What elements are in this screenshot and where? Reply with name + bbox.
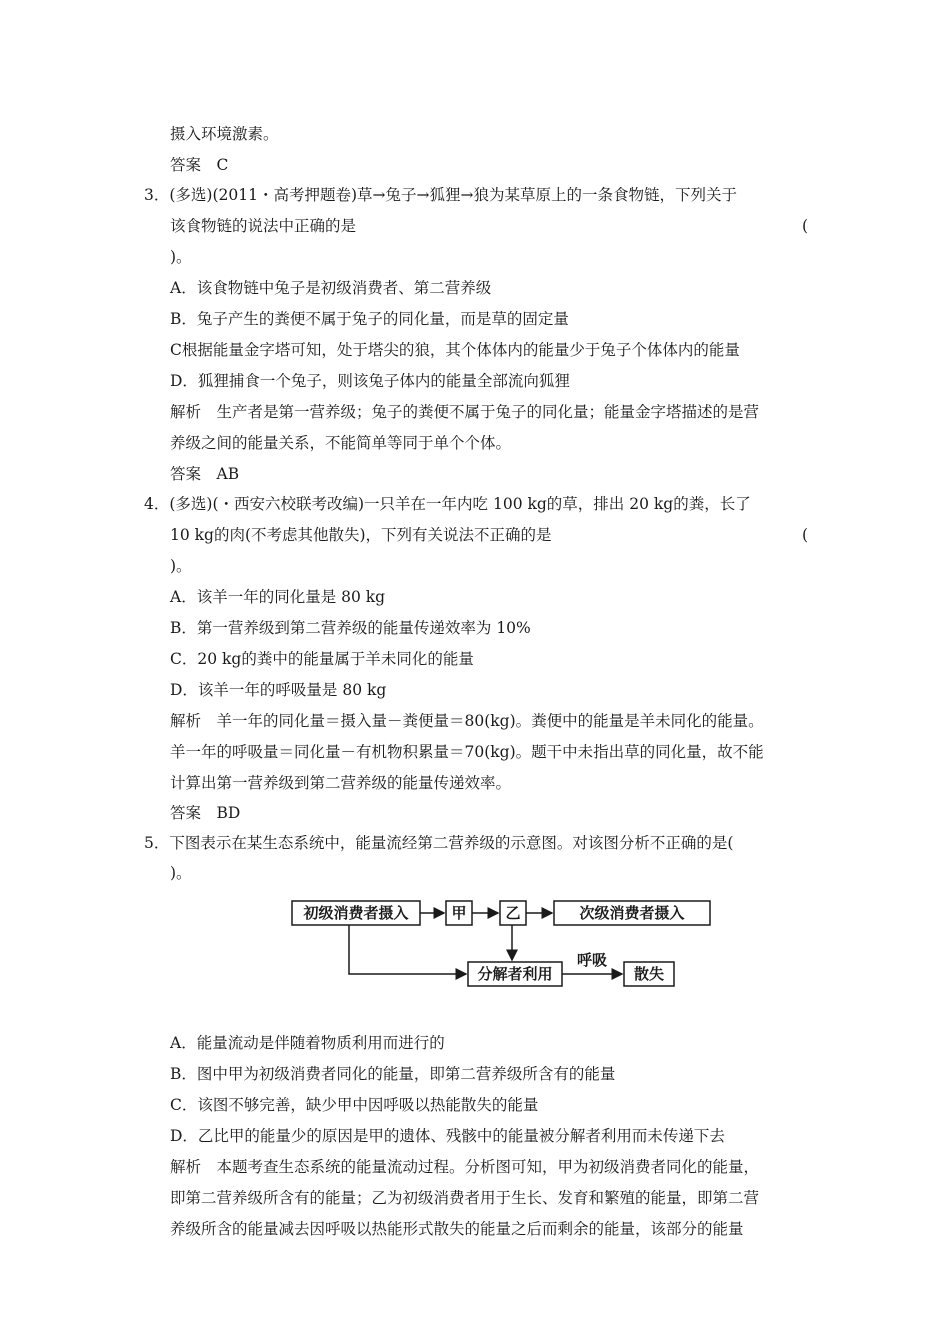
option-a: A．该羊一年的同化量是 80 kg [170,588,386,606]
analysis-line: 解析 生产者是第一营养级；兔子的粪便不属于兔子的同化量；能量金字塔描述的是营 [170,403,760,421]
analysis-line: 养级之间的能量关系，不能简单等同于单个个体。 [170,434,512,452]
option-a: A．能量流动是伴随着物质利用而进行的 [170,1034,445,1052]
question-4-stem: 4．(多选)(・西安六校联考改编)一只羊在一年内吃 100 kg的草，排出 20 kg的粪，长了 [144,495,751,513]
secondary-intake-label: 次级消费者摄入 [579,904,685,922]
consumer-intake-label: 初级消费者摄入 [303,904,409,922]
option-b: B．图中甲为初级消费者同化的能量，即第二营养级所含有的能量 [170,1065,616,1083]
analysis-line: 羊一年的呼吸量＝同化量－有机物积累量＝70(kg)。题干中未指出草的同化量，故不能 [170,743,764,761]
option-d: D．该羊一年的呼吸量是 80 kg [170,681,387,699]
question-3-stem: 该食物链的说法中正确的是 [170,217,357,235]
answer-line: 答案 C [170,156,229,174]
analysis-line: 计算出第一营养级到第二营养级的能量传递效率。 [170,774,512,792]
decomposer-label: 分解者利用 [477,965,553,983]
text-line: 摄入环境激素。 [170,125,279,143]
option-d: D．狐狸捕食一个兔子，则该兔子体内的能量全部流向狐狸 [170,372,570,390]
option-d: D．乙比甲的能量少的原因是甲的遗体、残骸中的能量被分解者利用而未传递下去 [170,1127,725,1145]
analysis-line: 养级所含的能量减去因呼吸以热能形式散失的能量之后而剩余的能量，该部分的能量 [170,1220,744,1238]
option-c: C．20 kg的粪中的能量属于羊未同化的能量 [170,650,474,668]
option-c: C．该图不够完善，缺少甲中因呼吸以热能散失的能量 [170,1096,539,1114]
question-5-stem: 5．下图表示在某生态系统中，能量流经第二营养级的示意图。对该图分析不正确的是( [144,834,734,852]
answer-bracket: )。 [170,248,192,266]
analysis-line: 解析 羊一年的同化量＝摄入量－粪便量＝80(kg)。粪便中的能量是羊未同化的能量。 [170,712,764,730]
question-4-stem: 10 kg的肉(不考虑其他散失)，下列有关说法不正确的是 [170,526,552,544]
answer-bracket: )。 [170,557,192,575]
yi-label: 乙 [505,904,521,922]
energy-flow-diagram [291,893,711,993]
analysis-line: 即第二营养级所含有的能量；乙为初级消费者用于生长、发育和繁殖的能量，即第二营 [170,1189,760,1207]
answer-bracket: ( [801,217,808,235]
jia-label: 甲 [451,904,467,922]
answer-bracket: )。 [170,864,192,882]
option-b: B．兔子产生的粪便不属于兔子的同化量，而是草的固定量 [170,310,569,328]
option-a: A．该食物链中兔子是初级消费者、第二营养级 [170,279,492,297]
answer-line: 答案 AB [170,465,240,483]
analysis-line: 解析 本题考查生态系统的能量流动过程。分析图可知，甲为初级消费者同化的能量， [170,1158,760,1176]
option-c: C根据能量金字塔可知，处于塔尖的狼，其个体体内的能量少于兔子个体体内的能量 [170,341,740,359]
answer-bracket: ( [801,526,808,544]
option-b: B．第一营养级到第二营养级的能量传递效率为 10% [170,619,531,637]
question-3-stem: 3．(多选)(2011・高考押题卷)草→兔子→狐狸→狼为某草原上的一条食物链，下列关于 [144,186,737,204]
answer-line: 答案 BD [170,804,241,822]
respiration-label: 呼吸 [576,951,608,969]
dissipation-label: 散失 [633,965,665,983]
